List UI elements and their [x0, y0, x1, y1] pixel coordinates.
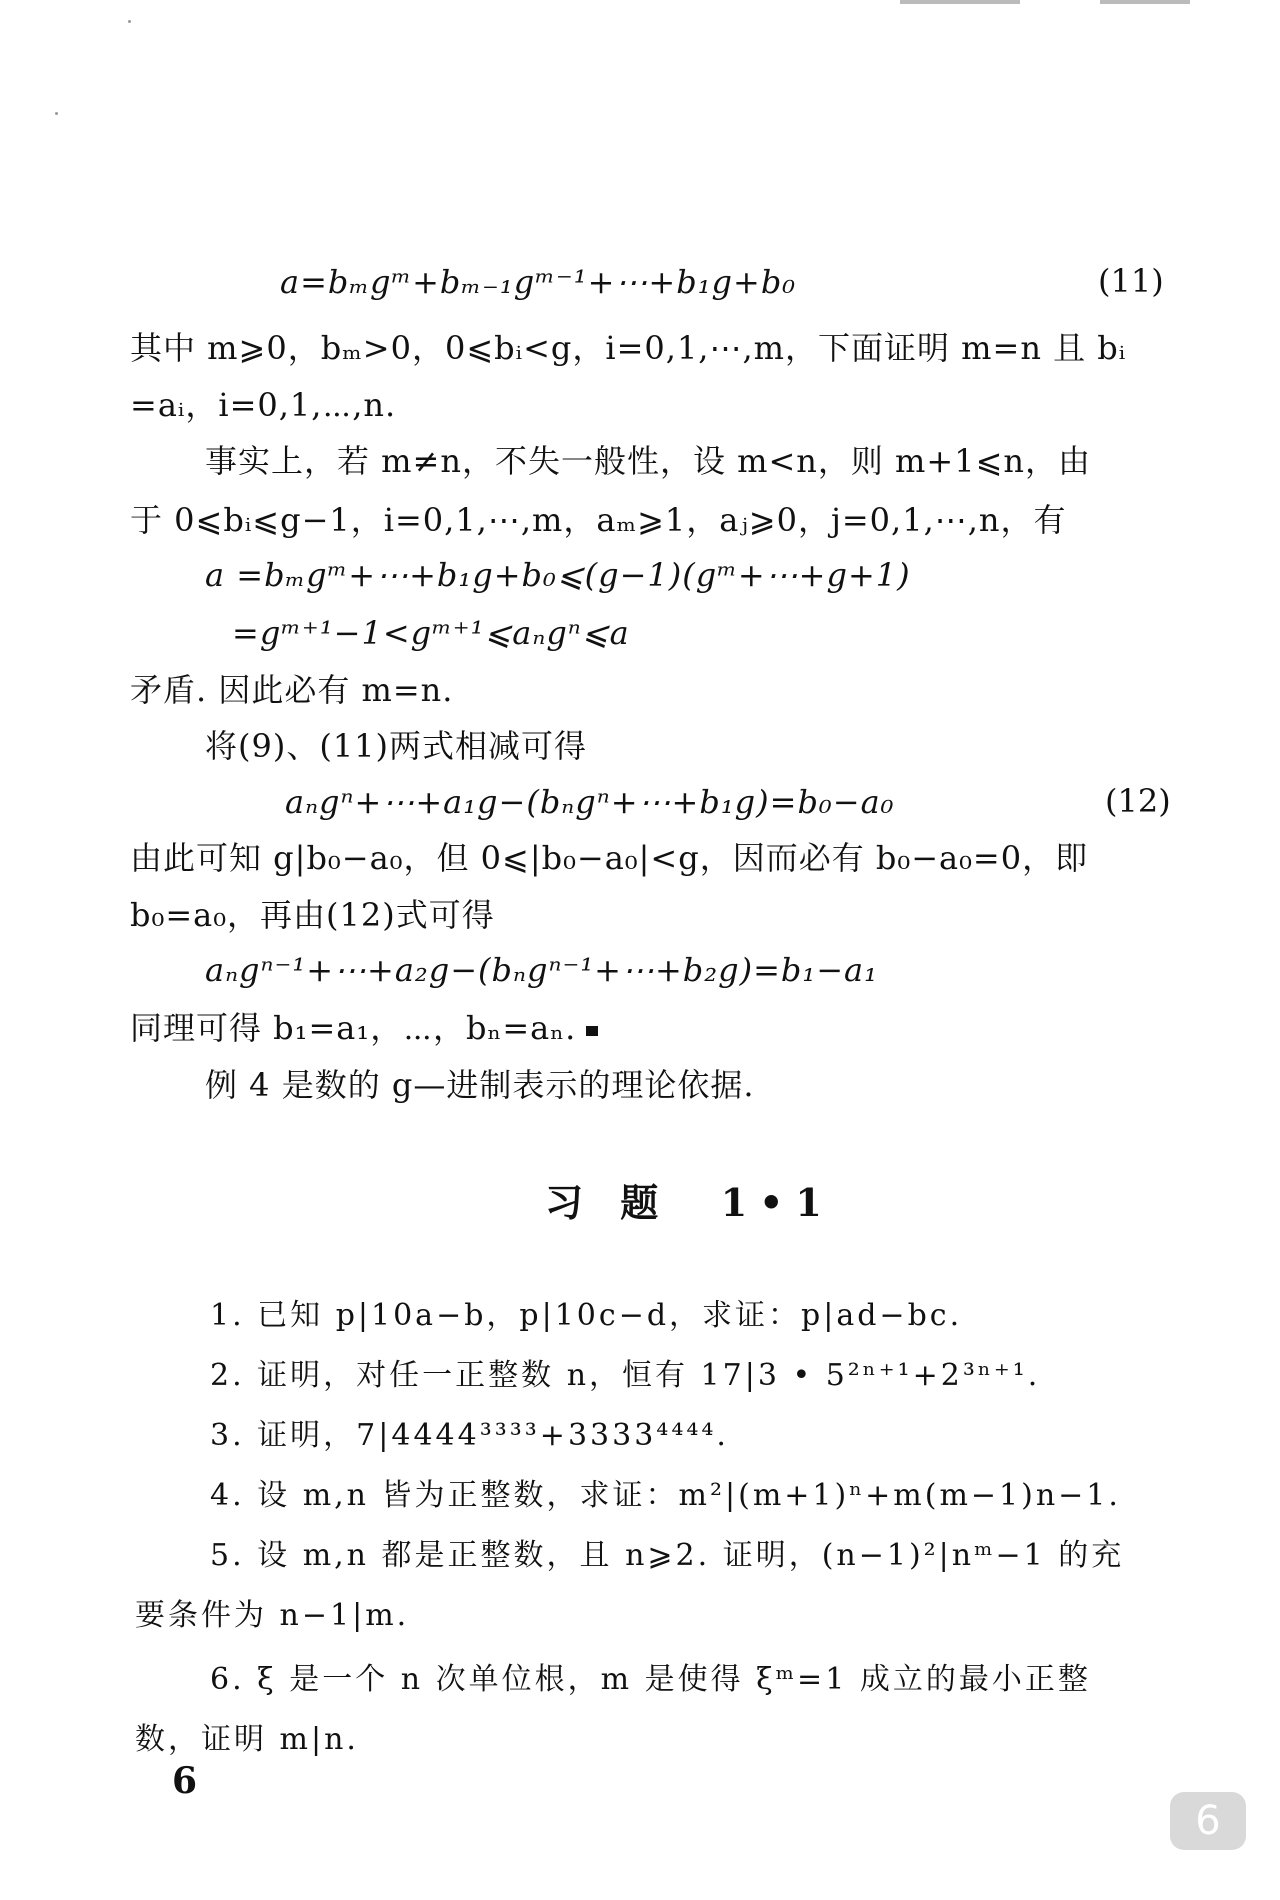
inequality-line: =gᵐ⁺¹−1<gᵐ⁺¹⩽aₙgⁿ⩽a: [232, 614, 630, 652]
equation-11: a=bₘgᵐ+bₘ₋₁gᵐ⁻¹+⋯+b₁g+b₀: [280, 263, 797, 301]
page-number: 6: [172, 1760, 198, 1802]
equation-12: aₙgⁿ+⋯+a₁g−(bₙgⁿ+⋯+b₁g)=b₀−a₀: [285, 783, 895, 821]
text-line: =aᵢ，i=0,1,⋯,n.: [130, 386, 397, 424]
exercise-2: 2. 证明，对任一正整数 n，恒有 17|3 • 5²ⁿ⁺¹+2³ⁿ⁺¹.: [210, 1358, 1041, 1393]
qed-mark: [586, 1026, 598, 1036]
text-line: 将(9)、(11)两式相减可得: [205, 727, 588, 765]
section-title-text: 习 题: [545, 1180, 671, 1225]
inequality-line: a =bₘgᵐ+⋯+b₁g+b₀⩽(g−1)(gᵐ+⋯+g+1): [205, 556, 911, 594]
text-line: 于 0⩽bᵢ⩽g−1，i=0,1,⋯,m，aₘ⩾1，aⱼ⩾0，j=0,1,⋯,n，有: [130, 501, 1067, 539]
equation-13: aₙgⁿ⁻¹+⋯+a₂g−(bₙgⁿ⁻¹+⋯+b₂g)=b₁−a₁: [205, 951, 878, 989]
exercise-5: 5. 设 m,n 都是正整数，且 n⩾2. 证明，(n−1)²|nᵐ−1 的充: [210, 1538, 1125, 1573]
text-line: 例 4 是数的 g—进制表示的理论依据.: [205, 1066, 755, 1104]
exercise-4: 4. 设 m,n 皆为正整数，求证：m²|(m+1)ⁿ+m(m−1)n−1.: [210, 1478, 1121, 1513]
text-line: 事实上，若 m≠n，不失一般性，设 m<n，则 m+1⩽n，由: [205, 442, 1091, 480]
text-line-qed: [130, 1008, 598, 1048]
text-line: 矛盾. 因此必有 m=n.: [130, 671, 454, 709]
scan-speck: [128, 20, 131, 23]
scan-speck: [55, 112, 58, 115]
text-line: 由此可知 g|b₀−a₀，但 0⩽|b₀−a₀|<g，因而必有 b₀−a₀=0，即: [130, 839, 1089, 877]
text-line: 其中 m⩾0，bₘ>0，0⩽bᵢ<g，i=0,1,⋯,m，下面证明 m=n 且 bᵢ: [130, 329, 1127, 367]
exercise-5-cont: 要条件为 n−1|m.: [135, 1598, 410, 1633]
section-number: 1•1: [720, 1180, 834, 1225]
scan-artifact: [900, 0, 1020, 4]
equation-label-11: (11): [1098, 262, 1164, 300]
section-title: [545, 1172, 834, 1227]
text-line: 同理可得 b₁=a₁，⋯，bₙ=aₙ.: [130, 1009, 577, 1047]
page-indicator-badge[interactable]: 6: [1170, 1792, 1246, 1850]
exercise-6-cont: 数，证明 m|n.: [135, 1722, 359, 1757]
equation-label-12: (12): [1105, 782, 1171, 820]
exercise-3: 3. 证明，7|4444³³³³+3333⁴⁴⁴⁴.: [210, 1418, 729, 1453]
exercise-1: 1. 已知 p|10a−b，p|10c−d，求证：p|ad−bc.: [210, 1298, 963, 1333]
scan-artifact: [1100, 0, 1190, 4]
text-line: b₀=a₀，再由(12)式可得: [130, 896, 495, 934]
exercise-6: 6. ξ 是一个 n 次单位根，m 是使得 ξᵐ=1 成立的最小正整: [210, 1662, 1091, 1697]
